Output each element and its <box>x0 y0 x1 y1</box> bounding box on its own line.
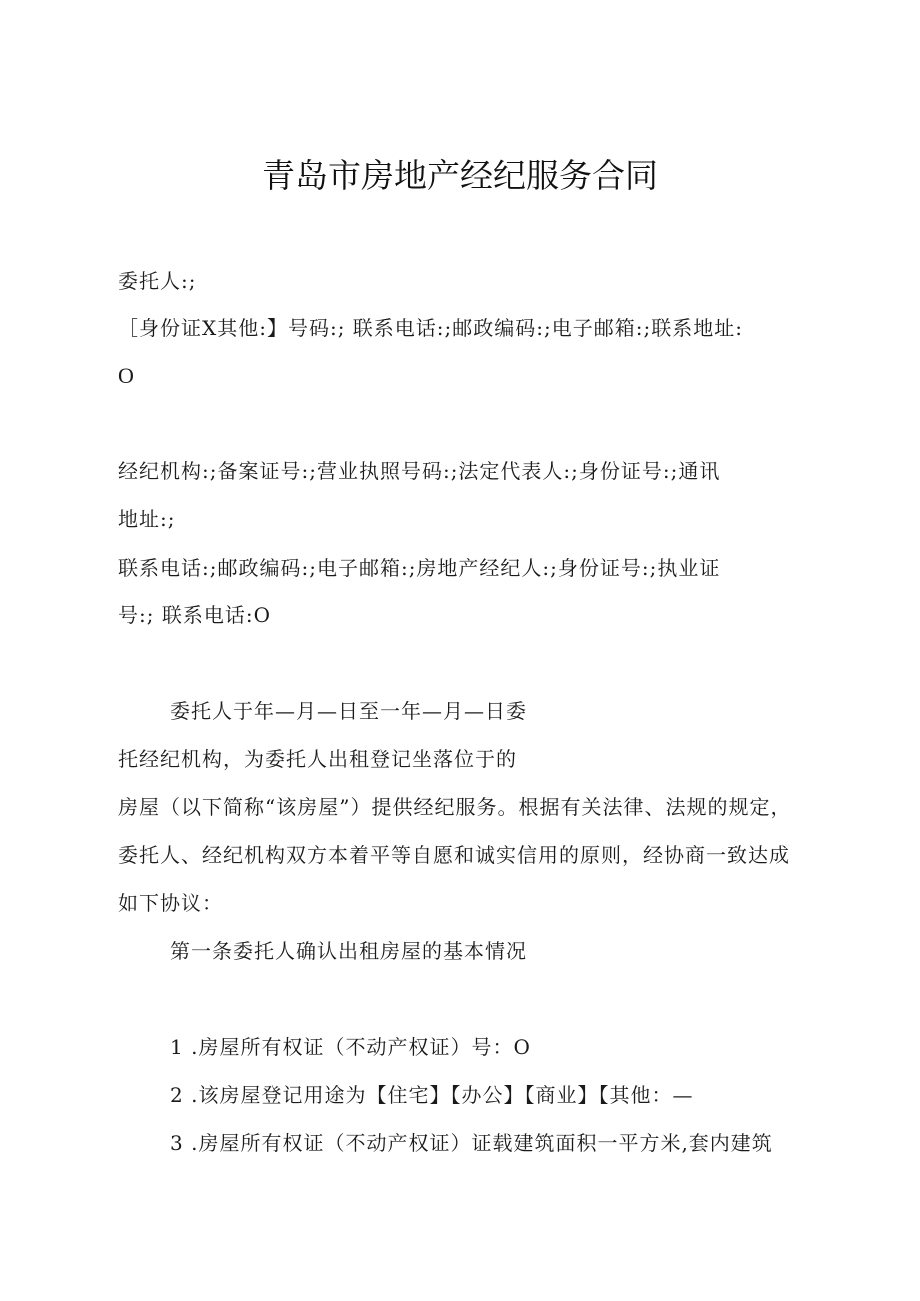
preamble-line-1: 委托人于年—月—日至一年—月—日委 <box>170 699 527 723</box>
principal-line: 委托人:; <box>118 269 197 293</box>
preamble-line-4: 委托人、经纪机构双方本着平等自愿和诚实信用的原则，经协商一致达成 <box>118 843 790 867</box>
agency-line-3: 联系电话:;邮政编码:;电子邮箱:;房地产经纪人:;身份证号:;执业证 <box>118 556 721 580</box>
article-1-heading: 第一条委托人确认出租房屋的基本情况 <box>170 939 527 963</box>
preamble-line-2: 托经纪机构，为委托人出租登记坐落位于的 <box>118 747 517 771</box>
article-1-item-1: 1 .房屋所有权证（不动产权证）号：O <box>170 1035 531 1059</box>
preamble-line-5: 如下协议： <box>118 891 223 915</box>
agency-line-4: 号:; 联系电话:O <box>118 603 271 627</box>
principal-id-line: ［身份证X其他:】号码:; 联系电话:;邮政编码:;电子邮箱:;联系地址: <box>118 316 743 340</box>
article-1-item-2: 2 .该房屋登记用途为【住宅】【办公】【商业】【其他：— <box>170 1083 694 1107</box>
article-1-item-3: 3 .房屋所有权证（不动产权证）证载建筑面积一平方米,套内建筑 <box>170 1131 773 1155</box>
document-title: 青岛市房地产经纪服务合同 <box>262 156 658 195</box>
principal-end-mark: O <box>118 363 135 388</box>
agency-line-2: 地址:; <box>118 507 176 531</box>
preamble-line-3: 房屋（以下简称“该房屋”）提供经纪服务。根据有关法律、法规的规定， <box>118 795 792 819</box>
agency-line-1: 经纪机构:;备案证号:;营业执照号码:;法定代表人:;身份证号:;通讯 <box>118 459 721 483</box>
